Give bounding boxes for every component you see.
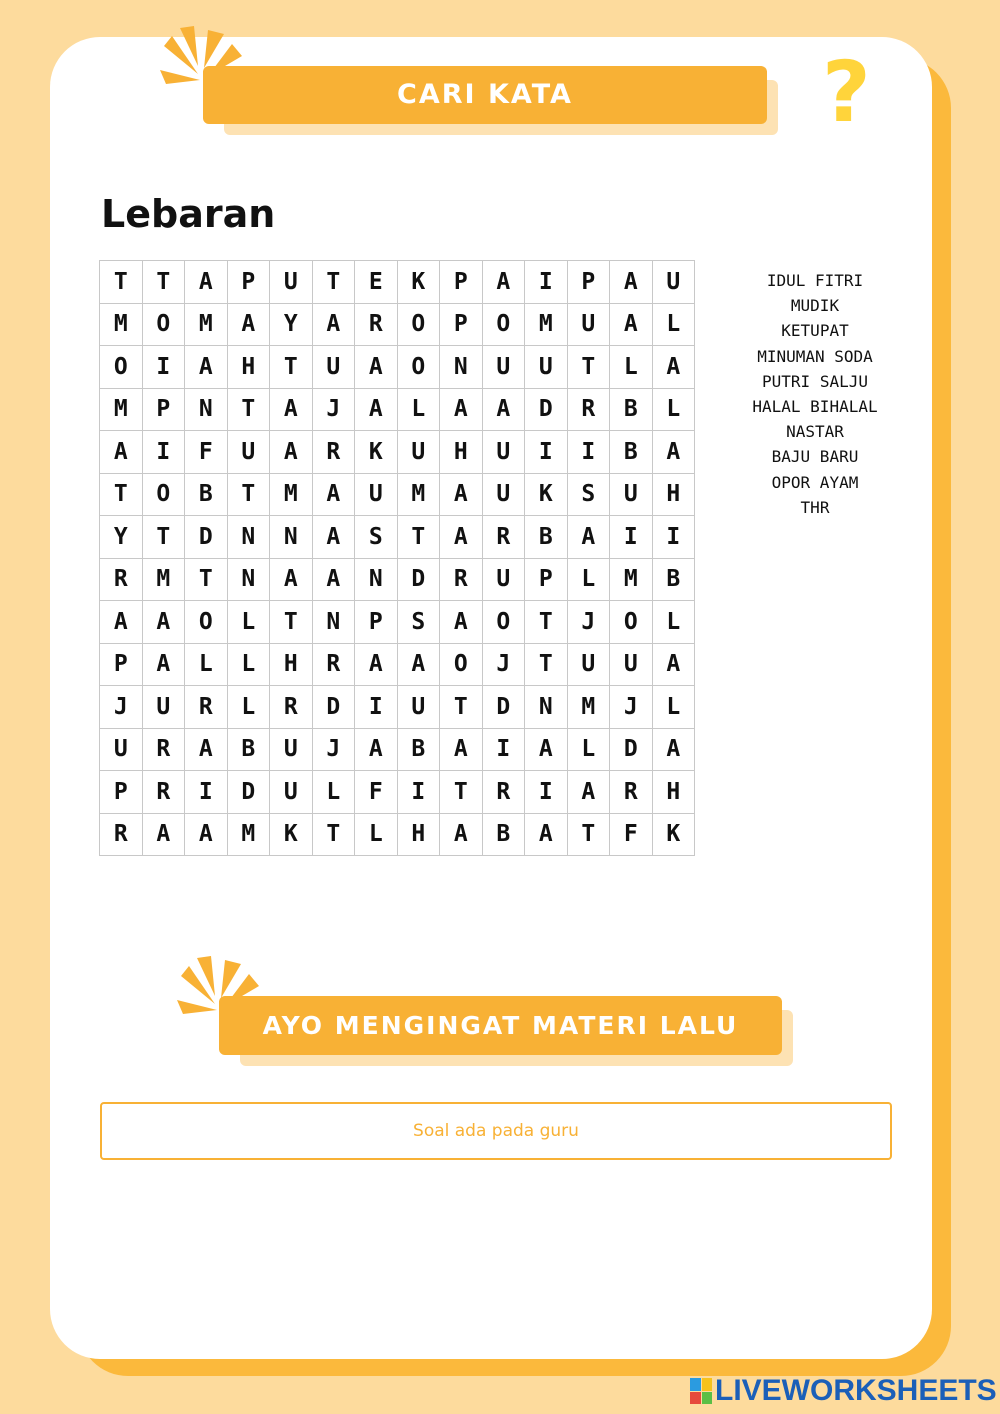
grid-cell[interactable]: N (270, 516, 313, 559)
grid-cell[interactable]: A (567, 771, 610, 814)
grid-cell[interactable]: Y (100, 516, 143, 559)
grid-cell[interactable]: T (397, 516, 440, 559)
word-list-item: MUDIK (790, 296, 840, 316)
grid-cell[interactable]: A (440, 601, 483, 644)
grid-cell[interactable]: T (142, 261, 185, 304)
grid-cell[interactable]: U (567, 643, 610, 686)
grid-cell[interactable]: I (525, 261, 568, 304)
grid-cell[interactable]: O (610, 601, 653, 644)
grid-cell[interactable]: J (312, 728, 355, 771)
grid-cell[interactable]: B (482, 813, 525, 856)
grid-cell[interactable]: S (567, 473, 610, 516)
grid-cell[interactable]: A (355, 643, 398, 686)
grid-cell[interactable]: S (355, 516, 398, 559)
grid-cell[interactable]: L (652, 388, 695, 431)
grid-cell[interactable]: L (227, 686, 270, 729)
grid-row (100, 431, 695, 474)
grid-cell[interactable]: R (185, 686, 228, 729)
grid-cell[interactable]: A (610, 303, 653, 346)
grid-cell[interactable]: L (185, 643, 228, 686)
grid-cell[interactable]: R (312, 643, 355, 686)
grid-cell[interactable]: J (482, 643, 525, 686)
brand[interactable] (690, 1374, 997, 1408)
grid-cell[interactable]: I (482, 728, 525, 771)
grid-cell[interactable]: A (355, 346, 398, 389)
grid-cell[interactable]: T (100, 261, 143, 304)
grid-cell[interactable]: T (567, 346, 610, 389)
grid-cell[interactable]: A (185, 346, 228, 389)
grid-cell[interactable]: F (185, 431, 228, 474)
grid-cell[interactable]: A (482, 388, 525, 431)
grid-cell[interactable]: A (652, 431, 695, 474)
grid-cell[interactable]: A (525, 813, 568, 856)
grid-cell[interactable]: Y (270, 303, 313, 346)
grid-row (100, 813, 695, 856)
grid-cell[interactable]: T (525, 643, 568, 686)
grid-cell[interactable]: A (185, 261, 228, 304)
grid-row (100, 346, 695, 389)
grid-cell[interactable]: P (100, 771, 143, 814)
grid-cell[interactable]: A (270, 388, 313, 431)
grid-cell[interactable]: B (652, 558, 695, 601)
grid-cell[interactable]: A (355, 728, 398, 771)
grid-row (100, 686, 695, 729)
grid-cell[interactable]: A (227, 303, 270, 346)
grid-cell[interactable]: M (185, 303, 228, 346)
grid-cell[interactable]: M (142, 558, 185, 601)
grid-cell[interactable]: F (355, 771, 398, 814)
grid-cell[interactable]: H (227, 346, 270, 389)
grid-cell[interactable]: M (397, 473, 440, 516)
grid-cell[interactable]: I (610, 516, 653, 559)
grid-cell[interactable]: L (227, 601, 270, 644)
grid-cell[interactable]: I (142, 431, 185, 474)
word-list (730, 268, 900, 520)
grid-cell[interactable]: P (440, 303, 483, 346)
grid-cell[interactable]: A (185, 813, 228, 856)
grid-cell[interactable]: M (567, 686, 610, 729)
grid-cell[interactable]: R (100, 558, 143, 601)
word-list-item: IDUL FITRI (766, 271, 864, 290)
grid-cell[interactable]: L (652, 303, 695, 346)
grid-cell[interactable]: U (270, 728, 313, 771)
grid-cell[interactable]: D (525, 388, 568, 431)
grid-cell[interactable]: A (652, 728, 695, 771)
grid-cell[interactable]: M (525, 303, 568, 346)
grid-cell[interactable]: M (227, 813, 270, 856)
grid-row (100, 558, 695, 601)
grid-cell[interactable]: B (525, 516, 568, 559)
grid-cell[interactable]: R (482, 771, 525, 814)
grid-cell[interactable]: N (227, 516, 270, 559)
grid-cell[interactable]: T (312, 813, 355, 856)
grid-cell[interactable]: A (525, 728, 568, 771)
grid-cell[interactable]: T (270, 601, 313, 644)
grid-cell[interactable]: N (312, 601, 355, 644)
brand-logo-icon (690, 1378, 712, 1404)
grid-cell[interactable]: U (397, 686, 440, 729)
grid-cell[interactable]: P (355, 601, 398, 644)
grid-cell[interactable]: A (312, 558, 355, 601)
grid-cell[interactable]: R (610, 771, 653, 814)
grid-cell[interactable]: A (312, 473, 355, 516)
grid-cell[interactable]: L (567, 728, 610, 771)
grid-cell[interactable]: A (100, 601, 143, 644)
grid-cell[interactable]: U (482, 346, 525, 389)
grid-cell[interactable]: J (567, 601, 610, 644)
answer-field[interactable] (100, 1102, 892, 1160)
grid-cell[interactable]: T (440, 686, 483, 729)
grid-cell[interactable]: K (270, 813, 313, 856)
grid-cell[interactable]: L (652, 686, 695, 729)
grid-cell[interactable]: U (270, 771, 313, 814)
grid-cell[interactable]: O (397, 303, 440, 346)
grid-cell[interactable]: I (185, 771, 228, 814)
grid-row (100, 601, 695, 644)
grid-cell[interactable]: T (227, 388, 270, 431)
grid-cell[interactable]: L (610, 346, 653, 389)
grid-cell[interactable]: L (652, 601, 695, 644)
grid-cell[interactable]: K (397, 261, 440, 304)
grid-cell[interactable]: O (100, 346, 143, 389)
grid-cell[interactable]: O (397, 346, 440, 389)
puzzle-title: Lebaran (101, 192, 276, 236)
grid-cell[interactable]: I (142, 346, 185, 389)
grid-cell[interactable]: U (397, 431, 440, 474)
grid-cell[interactable]: D (312, 686, 355, 729)
grid-cell[interactable]: U (142, 686, 185, 729)
grid-cell[interactable]: U (525, 346, 568, 389)
grid-cell[interactable]: I (567, 431, 610, 474)
brand-name: LIVEWORKSHEETS (715, 1374, 997, 1407)
grid-cell[interactable]: A (397, 643, 440, 686)
grid-cell[interactable]: N (185, 388, 228, 431)
grid-cell[interactable]: T (270, 346, 313, 389)
grid-cell[interactable]: L (567, 558, 610, 601)
question-mark-icon: ? (822, 43, 871, 141)
grid-cell[interactable]: L (227, 643, 270, 686)
grid-cell[interactable]: R (567, 388, 610, 431)
grid-cell[interactable]: M (100, 388, 143, 431)
grid-cell[interactable]: O (482, 601, 525, 644)
grid-cell[interactable]: U (270, 261, 313, 304)
grid-cell[interactable]: U (227, 431, 270, 474)
grid-cell[interactable]: L (355, 813, 398, 856)
grid-cell[interactable]: O (440, 643, 483, 686)
grid-cell[interactable]: J (312, 388, 355, 431)
section2-banner: AYO MENGINGAT MATERI LALU (219, 996, 782, 1055)
grid-cell[interactable]: L (397, 388, 440, 431)
word-list-item: MINUMAN SODA (757, 346, 873, 366)
grid-cell[interactable]: T (525, 601, 568, 644)
grid-cell[interactable]: A (312, 516, 355, 559)
grid-cell[interactable]: A (440, 728, 483, 771)
grid-cell[interactable]: T (312, 261, 355, 304)
grid-cell[interactable]: U (652, 261, 695, 304)
grid-row (100, 303, 695, 346)
grid-cell[interactable]: K (652, 813, 695, 856)
grid-cell[interactable]: H (440, 431, 483, 474)
grid-cell[interactable]: H (652, 771, 695, 814)
grid-cell[interactable]: R (355, 303, 398, 346)
grid-cell[interactable]: U (355, 473, 398, 516)
grid-cell[interactable]: M (270, 473, 313, 516)
grid-cell[interactable]: T (440, 771, 483, 814)
grid-cell[interactable]: B (610, 388, 653, 431)
grid-cell[interactable]: N (227, 558, 270, 601)
grid-row (100, 388, 695, 431)
grid-cell[interactable]: E (355, 261, 398, 304)
grid-cell[interactable]: I (525, 431, 568, 474)
grid-cell[interactable]: A (270, 431, 313, 474)
grid-cell[interactable]: D (482, 686, 525, 729)
word-list-item: THR (800, 497, 830, 517)
grid-cell[interactable]: B (227, 728, 270, 771)
grid-cell[interactable]: R (142, 728, 185, 771)
grid-cell[interactable]: B (397, 728, 440, 771)
grid-row (100, 261, 695, 304)
header-banner: CARI KATA (203, 66, 767, 124)
grid-row (100, 643, 695, 686)
grid-cell[interactable]: A (100, 431, 143, 474)
grid-cell[interactable]: D (397, 558, 440, 601)
grid-row (100, 473, 695, 516)
grid-cell[interactable]: T (227, 473, 270, 516)
grid-row (100, 728, 695, 771)
grid-cell[interactable]: U (482, 431, 525, 474)
grid-cell[interactable]: T (142, 516, 185, 559)
grid-cell[interactable]: H (652, 473, 695, 516)
word-list-item: BAJU BARU (771, 447, 859, 467)
grid-cell[interactable]: U (610, 473, 653, 516)
grid-cell[interactable]: D (610, 728, 653, 771)
grid-cell[interactable]: O (185, 601, 228, 644)
grid-cell[interactable]: D (227, 771, 270, 814)
grid-cell[interactable]: B (610, 431, 653, 474)
grid-cell[interactable]: A (142, 813, 185, 856)
grid-cell[interactable]: A (440, 473, 483, 516)
grid-cell[interactable]: U (100, 728, 143, 771)
grid-cell[interactable]: P (142, 388, 185, 431)
grid-cell[interactable]: T (567, 813, 610, 856)
grid-cell[interactable]: F (610, 813, 653, 856)
grid-cell[interactable]: A (440, 516, 483, 559)
grid-cell[interactable]: S (397, 601, 440, 644)
grid-cell[interactable]: K (525, 473, 568, 516)
grid-cell[interactable]: R (270, 686, 313, 729)
grid-cell[interactable]: R (312, 431, 355, 474)
grid-cell[interactable]: O (142, 303, 185, 346)
word-list-item: NASTAR (786, 422, 844, 442)
grid-cell[interactable]: O (482, 303, 525, 346)
grid-cell[interactable]: L (312, 771, 355, 814)
grid-cell[interactable]: A (652, 643, 695, 686)
grid-cell[interactable]: H (397, 813, 440, 856)
grid-cell[interactable]: A (142, 601, 185, 644)
grid-cell[interactable]: U (482, 558, 525, 601)
grid-cell[interactable]: A (270, 558, 313, 601)
grid-cell[interactable]: P (100, 643, 143, 686)
word-list-item: PUTRI SALJU (762, 371, 868, 391)
grid-cell[interactable]: P (525, 558, 568, 601)
grid-cell[interactable]: I (652, 516, 695, 559)
word-search-grid (99, 260, 695, 856)
grid-cell[interactable]: R (440, 558, 483, 601)
grid-cell[interactable]: A (652, 346, 695, 389)
grid-cell[interactable]: U (482, 473, 525, 516)
grid-row (100, 516, 695, 559)
grid-cell[interactable]: M (610, 558, 653, 601)
grid-cell[interactable]: R (100, 813, 143, 856)
grid-cell[interactable]: N (525, 686, 568, 729)
grid-cell[interactable]: I (525, 771, 568, 814)
grid-cell[interactable]: N (440, 346, 483, 389)
grid-cell[interactable]: P (227, 261, 270, 304)
grid-cell[interactable]: A (440, 388, 483, 431)
grid-cell[interactable]: I (397, 771, 440, 814)
grid-cell[interactable]: U (610, 643, 653, 686)
grid-cell[interactable]: O (142, 473, 185, 516)
grid-cell[interactable]: D (185, 516, 228, 559)
grid-cell[interactable]: A (440, 813, 483, 856)
grid-cell[interactable]: M (100, 303, 143, 346)
grid-cell[interactable]: H (270, 643, 313, 686)
grid-cell[interactable]: A (185, 728, 228, 771)
grid-cell[interactable]: I (355, 686, 398, 729)
grid-cell[interactable]: K (355, 431, 398, 474)
grid-row (100, 771, 695, 814)
word-list-item: HALAL BIHALAL (752, 397, 878, 417)
grid-cell[interactable]: T (100, 473, 143, 516)
grid-cell[interactable]: R (142, 771, 185, 814)
grid-cell[interactable]: P (440, 261, 483, 304)
grid-cell[interactable]: B (185, 473, 228, 516)
grid-cell[interactable]: T (185, 558, 228, 601)
grid-cell[interactable]: U (567, 303, 610, 346)
grid-cell[interactable]: A (355, 388, 398, 431)
grid-cell[interactable]: N (355, 558, 398, 601)
word-list-item: OPOR AYAM (771, 472, 859, 492)
grid-cell[interactable]: J (610, 686, 653, 729)
word-list-item: KETUPAT (781, 321, 849, 341)
grid-cell[interactable]: R (482, 516, 525, 559)
grid-cell[interactable]: P (567, 261, 610, 304)
grid-cell[interactable]: J (100, 686, 143, 729)
grid-cell[interactable]: A (482, 261, 525, 304)
grid-cell[interactable]: A (610, 261, 653, 304)
grid-cell[interactable]: U (312, 346, 355, 389)
grid-cell[interactable]: A (142, 643, 185, 686)
grid-cell[interactable]: A (567, 516, 610, 559)
grid-cell[interactable]: A (312, 303, 355, 346)
